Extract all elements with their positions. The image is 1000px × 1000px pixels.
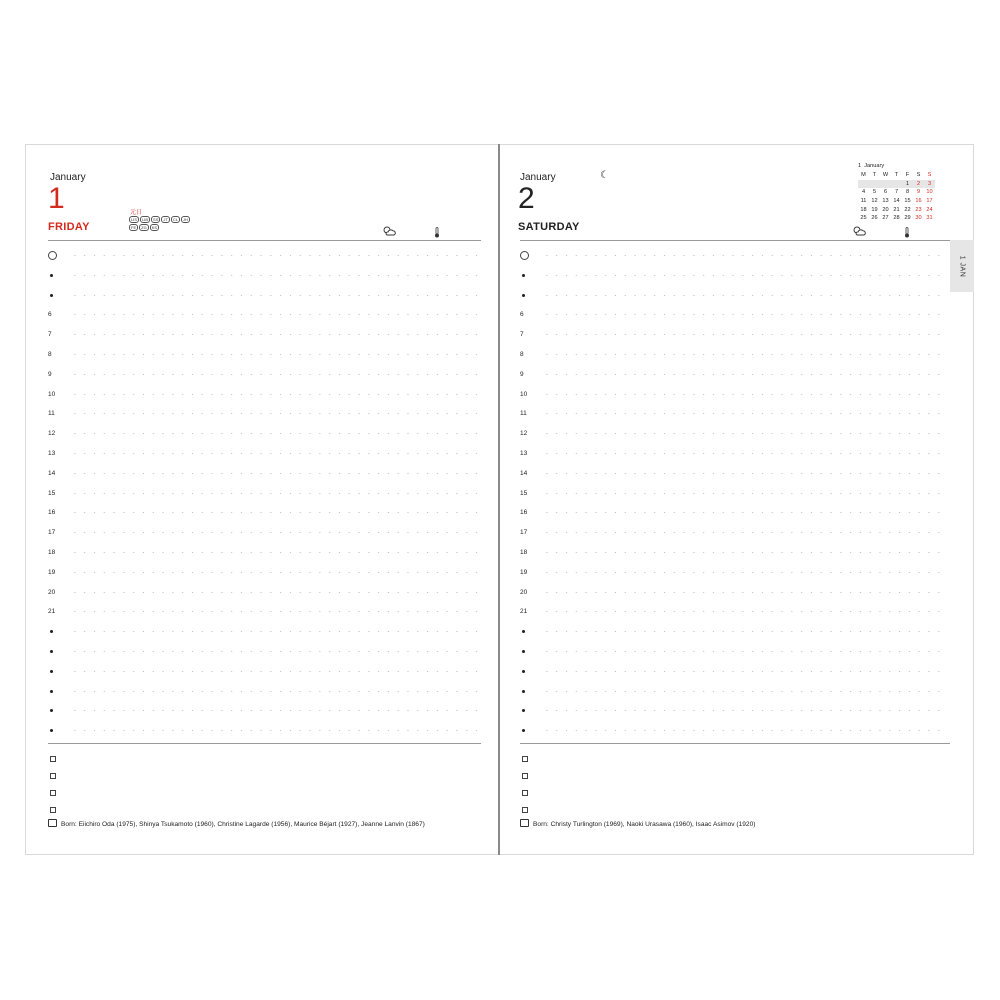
dotted-guide <box>542 691 948 692</box>
hour-label: 18 <box>520 549 528 556</box>
bullet-marker <box>50 294 53 297</box>
hour-row[interactable] <box>520 707 950 727</box>
dotted-guide <box>542 334 948 335</box>
dotted-guide <box>70 691 479 692</box>
hour-label: 21 <box>520 608 528 616</box>
hour-label: 16 <box>520 509 528 517</box>
hour-row[interactable] <box>48 549 481 569</box>
dotted-guide <box>542 374 948 375</box>
calendar-day: 13 <box>882 198 889 205</box>
calendar-day: 15 <box>904 198 911 205</box>
hour-row[interactable] <box>48 529 481 549</box>
hour-row[interactable] <box>520 688 950 708</box>
dotted-guide <box>70 394 479 395</box>
dotted-guide <box>70 512 479 513</box>
hour-label: 17 <box>48 529 56 537</box>
bullet-marker <box>522 690 525 693</box>
hour-label: 15 <box>48 489 56 497</box>
calendar-day: 30 <box>915 215 922 222</box>
hour-label: 7 <box>520 331 524 339</box>
hour-row[interactable] <box>48 688 481 708</box>
dotted-guide <box>542 651 948 652</box>
weather-sun-cloud-icon <box>852 226 866 239</box>
rokuyo-tag: CL <box>172 217 178 222</box>
moon-phase-icon: ☾ <box>600 170 609 181</box>
dotted-guide <box>70 473 479 474</box>
mini-calendar-title: 1 January <box>858 163 885 169</box>
hour-row[interactable] <box>48 410 481 430</box>
dotted-guide <box>70 532 479 533</box>
calendar-day: 16 <box>915 198 922 205</box>
calendar-day: 18 <box>860 206 867 213</box>
dotted-guide <box>542 314 948 315</box>
dotted-guide <box>70 572 479 573</box>
calendar-day: 5 <box>872 189 877 196</box>
dotted-guide <box>542 572 948 573</box>
dotted-guide <box>542 671 948 672</box>
dotted-guide <box>70 334 479 335</box>
hour-row[interactable] <box>48 628 481 648</box>
birthday-cake-icon <box>48 819 57 827</box>
calendar-day: 11 <box>860 198 867 205</box>
hour-row[interactable] <box>520 351 950 371</box>
hour-row[interactable] <box>48 331 481 351</box>
dotted-guide <box>542 354 948 355</box>
calendar-day <box>869 180 880 189</box>
thermometer-icon <box>434 227 440 241</box>
dotted-guide <box>70 631 479 632</box>
clock-icon <box>48 251 57 260</box>
dotted-guide <box>70 374 479 375</box>
calendar-day: 24 <box>926 206 933 213</box>
dotted-guide <box>542 394 948 395</box>
hour-label: 15 <box>520 489 528 497</box>
weekday-header: S <box>916 172 921 179</box>
hour-row[interactable] <box>48 490 481 510</box>
hour-row[interactable] <box>520 549 950 569</box>
dotted-guide <box>542 453 948 454</box>
hour-label: 8 <box>520 351 524 358</box>
dotted-guide <box>70 354 479 355</box>
day-number: 1 <box>48 182 65 215</box>
calendar-day: 3 <box>924 180 935 189</box>
hour-row[interactable] <box>48 351 481 371</box>
born-text: Born: Eiichiro Oda (1975), Shinya Tsukamoto (1960), Christine Lagarde (1956), Maurice Béjart (1927), Jeanne Lanvin (1867) <box>61 821 425 828</box>
hour-row[interactable] <box>48 608 481 628</box>
dotted-guide <box>542 552 948 553</box>
weekday-header: W <box>882 172 889 179</box>
bullet-marker <box>50 690 53 693</box>
dotted-guide <box>70 453 479 454</box>
hour-row[interactable] <box>520 331 950 351</box>
calendar-day: 22 <box>904 206 911 213</box>
calendar-day <box>891 180 902 189</box>
hour-label: 12 <box>520 430 528 438</box>
hour-label: 8 <box>48 351 52 358</box>
mini-calendar <box>858 163 935 223</box>
hour-label: 16 <box>48 509 56 517</box>
thermometer-icon <box>904 227 910 241</box>
dotted-guide <box>70 552 479 553</box>
hour-row[interactable] <box>48 569 481 589</box>
weekday-header: M <box>861 172 866 179</box>
hour-row[interactable] <box>520 509 950 529</box>
hour-row[interactable] <box>48 727 481 747</box>
hour-row[interactable] <box>520 490 950 510</box>
calendar-day: 23 <box>915 206 922 213</box>
calendar-day <box>858 180 869 189</box>
hour-row[interactable] <box>520 727 950 747</box>
calendar-day: 31 <box>926 215 933 222</box>
page-january-2 <box>500 144 974 855</box>
hour-label: 9 <box>520 370 524 378</box>
born-line <box>520 819 755 828</box>
dotted-guide <box>542 512 948 513</box>
dotted-guide <box>542 255 948 256</box>
hour-row[interactable] <box>520 470 950 490</box>
dotted-guide <box>542 433 948 434</box>
hour-row[interactable] <box>520 371 950 391</box>
dotted-guide <box>70 710 479 711</box>
hour-row[interactable] <box>520 569 950 589</box>
bullet-marker <box>522 650 525 653</box>
dotted-guide <box>542 611 948 612</box>
dotted-guide <box>70 592 479 593</box>
hour-row[interactable] <box>48 391 481 411</box>
checkbox[interactable] <box>50 773 56 779</box>
calendar-day: 21 <box>893 206 900 213</box>
dotted-guide <box>70 255 479 256</box>
dotted-guide <box>542 493 948 494</box>
dotted-guide <box>542 275 948 276</box>
hour-label: 20 <box>48 588 56 596</box>
hour-row[interactable] <box>48 509 481 529</box>
bullet-marker <box>522 274 525 277</box>
dotted-guide <box>70 295 479 296</box>
calendar-day: 6 <box>883 189 888 196</box>
hour-row[interactable] <box>48 707 481 727</box>
hour-label: 17 <box>520 529 528 537</box>
hour-row[interactable] <box>48 589 481 609</box>
birthday-cake-icon <box>520 819 529 827</box>
dotted-guide <box>70 314 479 315</box>
calendar-day: 8 <box>905 189 910 196</box>
calendar-day: 25 <box>860 215 867 222</box>
calendar-day: 20 <box>882 206 889 213</box>
hour-row[interactable] <box>520 628 950 648</box>
hour-label: 14 <box>48 469 56 477</box>
checkbox[interactable] <box>522 807 528 813</box>
mini-calendar-grid <box>858 171 935 223</box>
calendar-day: 26 <box>871 215 878 222</box>
checkbox[interactable] <box>522 790 528 796</box>
hour-row[interactable] <box>520 252 950 272</box>
hour-row[interactable] <box>48 272 481 292</box>
hour-label: 10 <box>48 390 56 398</box>
hour-row[interactable] <box>48 371 481 391</box>
calendar-day: 7 <box>894 189 899 196</box>
hour-row[interactable] <box>48 648 481 668</box>
hour-label: 10 <box>520 390 528 398</box>
bullet-marker <box>522 729 525 732</box>
weekday-header: S <box>927 172 932 179</box>
hour-row[interactable] <box>520 589 950 609</box>
rokuyo-tag: JT <box>163 217 168 222</box>
hour-row[interactable] <box>520 668 950 688</box>
month-label: January <box>520 172 556 183</box>
hour-row[interactable] <box>48 252 481 272</box>
hour-label: 13 <box>48 450 56 457</box>
hour-label: 19 <box>520 568 528 576</box>
hour-row[interactable] <box>48 430 481 450</box>
bullet-marker <box>50 274 53 277</box>
calendar-day: 27 <box>882 215 889 222</box>
calendar-day: 19 <box>871 206 878 213</box>
hour-row[interactable] <box>48 292 481 312</box>
hour-label: 6 <box>520 311 524 319</box>
hour-label: 13 <box>520 450 528 457</box>
bullet-marker <box>50 650 53 653</box>
checkbox[interactable] <box>50 756 56 762</box>
hour-label: 9 <box>48 370 52 378</box>
dotted-guide <box>70 730 479 731</box>
calendar-day: 17 <box>926 198 933 205</box>
calendar-day: 29 <box>904 215 911 222</box>
page-january-1 <box>26 144 498 855</box>
hour-label: 11 <box>48 410 55 418</box>
calendar-day <box>880 180 891 189</box>
weather-sun-cloud-icon <box>382 226 396 239</box>
day-name: FRIDAY <box>48 221 90 233</box>
hour-label: 21 <box>48 608 56 616</box>
calendar-day: 1 <box>902 180 913 189</box>
dotted-guide <box>70 651 479 652</box>
bullet-marker <box>522 294 525 297</box>
hour-row[interactable] <box>520 430 950 450</box>
dotted-guide <box>542 532 948 533</box>
weekday-header: T <box>872 172 877 179</box>
hour-row[interactable] <box>48 470 481 490</box>
born-text: Born: Christy Turlington (1969), Naoki Urasawa (1960), Isaac Asimov (1920) <box>533 821 756 828</box>
weekday-header: F <box>905 172 910 179</box>
checkbox[interactable] <box>522 773 528 779</box>
rokuyo-tag: ZG <box>141 225 147 230</box>
calendar-day: 10 <box>926 189 933 196</box>
checkbox[interactable] <box>50 790 56 796</box>
bullet-marker <box>50 729 53 732</box>
dotted-guide <box>542 710 948 711</box>
month-label: January <box>50 172 86 183</box>
hour-row[interactable] <box>520 272 950 292</box>
calendar-day: 12 <box>871 198 878 205</box>
rokuyo-tags <box>129 216 193 231</box>
dotted-guide <box>542 295 948 296</box>
hour-row[interactable] <box>520 450 950 470</box>
rokuyo-tag: KS <box>151 225 158 230</box>
hour-row[interactable] <box>520 292 950 312</box>
checkbox[interactable] <box>522 756 528 762</box>
dotted-guide <box>70 611 479 612</box>
hour-label: 18 <box>48 549 56 556</box>
calendar-day: 2 <box>913 180 924 189</box>
bullet-marker <box>522 630 525 633</box>
holiday-label: 元日 <box>130 210 143 216</box>
calendar-day: 4 <box>861 189 866 196</box>
dotted-guide <box>70 275 479 276</box>
hour-row[interactable] <box>520 648 950 668</box>
dotted-guide <box>542 631 948 632</box>
dotted-guide <box>542 730 948 731</box>
hour-row[interactable] <box>520 410 950 430</box>
hour-label: 20 <box>520 588 528 596</box>
dotted-guide <box>70 493 479 494</box>
hour-row[interactable] <box>520 608 950 628</box>
rokuyo-tag: LIS <box>131 217 138 222</box>
hour-row[interactable] <box>520 311 950 331</box>
born-line <box>48 819 425 828</box>
clock-icon <box>520 251 529 260</box>
rokuyo-tag: LIB <box>142 217 149 222</box>
bullet-marker <box>50 630 53 633</box>
calendar-day: 14 <box>893 198 900 205</box>
dotted-guide <box>70 433 479 434</box>
bullet-marker <box>50 670 53 673</box>
dotted-guide <box>70 413 479 414</box>
day-number: 2 <box>518 182 535 215</box>
hour-label: 7 <box>48 331 52 339</box>
dotted-guide <box>70 671 479 672</box>
month-index-tab[interactable] <box>950 240 974 292</box>
rokuyo-tag: JH <box>182 217 188 222</box>
hour-label: 14 <box>520 469 528 477</box>
dotted-guide <box>542 473 948 474</box>
hour-label: 11 <box>520 410 527 418</box>
tab-label: 1 JAN <box>958 255 966 277</box>
hour-row[interactable] <box>520 529 950 549</box>
bullet-marker <box>522 670 525 673</box>
day-name: SATURDAY <box>518 221 580 233</box>
hour-row[interactable] <box>48 450 481 470</box>
rokuyo-tag: FE <box>131 225 137 230</box>
calendar-day: 28 <box>893 215 900 222</box>
bullet-marker <box>50 709 53 712</box>
hour-row[interactable] <box>48 311 481 331</box>
weekday-header: T <box>894 172 899 179</box>
checkbox[interactable] <box>50 807 56 813</box>
calendar-day: 9 <box>916 189 921 196</box>
hour-row[interactable] <box>520 391 950 411</box>
hour-row[interactable] <box>48 668 481 688</box>
hour-label: 12 <box>48 430 56 438</box>
dotted-guide <box>542 592 948 593</box>
bullet-marker <box>522 709 525 712</box>
hour-label: 19 <box>48 568 56 576</box>
dotted-guide <box>542 413 948 414</box>
rokuyo-tag: SS <box>153 217 159 222</box>
hour-label: 6 <box>48 311 52 319</box>
